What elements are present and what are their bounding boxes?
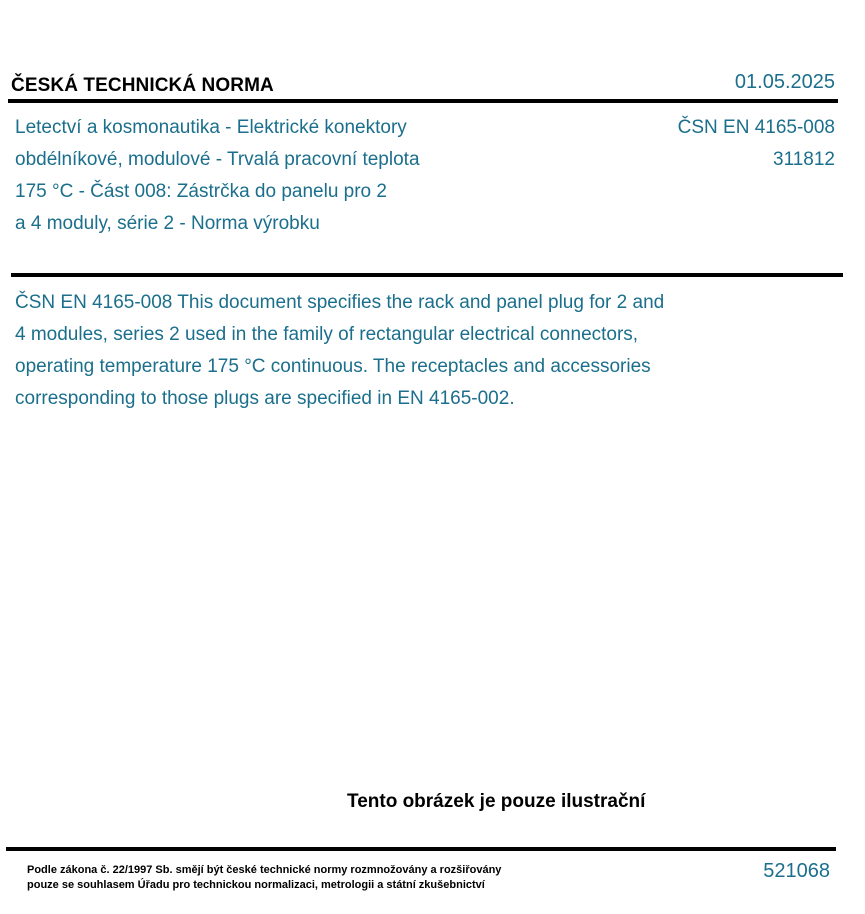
abstract-line: ČSN EN 4165-008 This document specifies the rack and panel plug for 2 and <box>15 292 665 313</box>
standard-title-line: obdélníkové, modulové - Trvalá pracovní teplota <box>15 149 420 170</box>
publication-date: 01.05.2025 <box>734 71 835 93</box>
middle-divider <box>11 273 843 277</box>
standard-title-line: a 4 moduly, série 2 - Norma výrobku <box>15 213 320 234</box>
standard-title <box>15 112 515 240</box>
document-number: 521068 <box>763 860 830 882</box>
legal-line: pouze se souhlasem Úřadu pro technickou normalizaci, metrologii a státní zkušebnictví <box>27 879 485 891</box>
bottom-divider <box>6 847 836 851</box>
illustration-note: Tento obrázek je pouze ilustrační <box>347 791 646 812</box>
standard-title-line: 175 °C - Část 008: Zástrčka do panelu pro 2 <box>15 181 387 202</box>
standard-title-line: Letectví a kosmonautika - Elektrické konektory <box>15 117 407 138</box>
top-divider <box>8 99 838 103</box>
document-heading: ČESKÁ TECHNICKÁ NORMA <box>11 75 274 96</box>
standard-code: ČSN EN 4165-008 <box>677 117 835 138</box>
legal-notice <box>27 863 501 893</box>
abstract-line: operating temperature 175 °C continuous. The receptacles and accessories <box>15 356 651 377</box>
standard-identifiers <box>678 112 835 176</box>
legal-line: Podle zákona č. 22/1997 Sb. smějí být české technické normy rozmnožovány a rozšiřovány <box>27 864 502 876</box>
abstract-line: 4 modules, series 2 used in the family of rectangular electrical connectors, <box>15 324 639 345</box>
abstract-text <box>15 287 765 415</box>
classification-number: 311812 <box>773 149 835 170</box>
abstract-line: corresponding to those plugs are specified in EN 4165-002. <box>15 388 515 409</box>
